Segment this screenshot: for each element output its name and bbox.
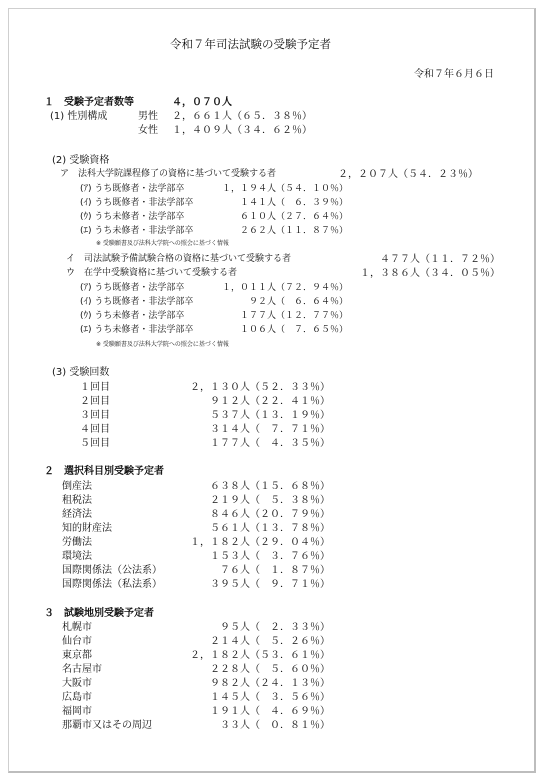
location-row: 広島市: [62, 692, 92, 703]
attempts-row: ２回目: [80, 396, 110, 407]
qualification-u-row: (ｲ) うち既修者・非法学部卒: [80, 297, 194, 307]
qualification-a-value: ２，２０７人（５４．２３％）: [338, 169, 478, 180]
location-row: 仙台市: [62, 636, 92, 647]
male-label: 男性: [138, 111, 158, 122]
qualification-a-row: (ｲ) うち既修者・非法学部卒: [80, 198, 194, 208]
gender-heading: (1) 性別構成: [50, 111, 108, 122]
elective-row: 労働法: [62, 537, 92, 548]
elective-row-value: ８４６人（２０．７９％）: [210, 509, 330, 520]
qualification-a-row-value: ６１０人（２７．６４％）: [239, 212, 348, 222]
section1-total: ４，０７０人: [172, 97, 232, 108]
attempts-row: ５回目: [80, 438, 110, 449]
qualification-i-value: ４７７人（１１．７２％）: [380, 254, 500, 265]
female-label: 女性: [138, 125, 158, 136]
qualification-u-row-value: ９２人（ ６．６４％）: [248, 297, 348, 307]
location-row-value: ３３人（ ０．８１％）: [220, 720, 330, 731]
elective-row: 国際関係法（私法系）: [62, 579, 162, 590]
location-heading: ３ 試験地別受験予定者: [44, 608, 154, 619]
qualification-u-row-value: １０６人（ ７．６５％）: [239, 325, 348, 335]
male-value: ２，６６１人（６５．３８％）: [172, 111, 312, 122]
attempts-row-value: ３１４人（ ７．７１％）: [210, 424, 330, 435]
qualification-u-row-value: １７７人（１２．７７％）: [239, 311, 348, 321]
elective-row: 経済法: [62, 509, 92, 520]
female-value: １，４０９人（３４．６２％）: [172, 125, 312, 136]
location-row: 名古屋市: [62, 664, 102, 675]
qualification-a-note: ※ 受験願書及び法科大学院への照会に基づく情報: [96, 240, 229, 247]
location-row-value: ９８２人（２４．１３％）: [210, 678, 330, 689]
elective-row-value: ７６人（ １．８７％）: [220, 565, 330, 576]
location-row-value: ９５人（ ２．３３％）: [220, 622, 330, 633]
elective-row: 国際関係法（公法系）: [62, 565, 162, 576]
location-row-value: １９１人（ ４．６９％）: [210, 706, 330, 717]
document-date: 令和７年６月６日: [414, 69, 494, 80]
location-row: 大阪市: [62, 678, 92, 689]
location-row-value: ２１４人（ ５．２６％）: [210, 636, 330, 647]
qualification-a-row-value: １４１人（ ６．３９％）: [239, 198, 348, 208]
elective-row: 知的財産法: [62, 523, 112, 534]
location-row: 札幌市: [62, 622, 92, 633]
qualification-heading: (2) 受験資格: [52, 155, 110, 166]
attempts-row: ３回目: [80, 410, 110, 421]
elective-row-value: １，１８２人（２９．０４％）: [190, 537, 330, 548]
attempts-row-value: ９１２人（２２．４１％）: [210, 396, 330, 407]
location-row-value: ２２８人（ ５．６０％）: [210, 664, 330, 675]
elective-row: 租税法: [62, 495, 92, 506]
qualification-u-label: ウ 在学中受験資格に基づいて受験する者: [66, 268, 238, 278]
location-row-value: ２，１８２人（５３．６１％）: [190, 650, 330, 661]
elective-row-value: １５３人（ ３．７６％）: [210, 551, 330, 562]
elective-row-value: ３９５人（ ９．７１％）: [210, 579, 330, 590]
qualification-a-row: (ｴ) うち未修者・非法学部卒: [80, 226, 194, 236]
location-row-value: １４５人（ ３．５６％）: [210, 692, 330, 703]
location-row: 東京都: [62, 650, 92, 661]
attempts-row-value: ２，１３０人（５２．３３％）: [190, 382, 330, 393]
qualification-a-row-value: １，１９４人（５４．１０％）: [221, 184, 348, 194]
attempts-row: ４回目: [80, 424, 110, 435]
attempts-row-value: ５３７人（１３．１９％）: [210, 410, 330, 421]
elective-row-value: ６３８人（１５．６８％）: [210, 481, 330, 492]
attempts-heading: (3) 受験回数: [52, 367, 110, 378]
attempts-row: １回目: [80, 382, 110, 393]
qualification-u-value: １，３８６人（３４．０５％）: [360, 268, 500, 279]
qualification-a-label: ア 法科大学院課程修了の資格に基づいて受験する者: [60, 169, 277, 179]
elective-heading: ２ 選択科目別受験予定者: [44, 466, 164, 477]
elective-row: 倒産法: [62, 481, 92, 492]
document-title: 令和７年司法試験の受験予定者: [170, 37, 331, 51]
elective-row-value: ５６１人（１３．７８％）: [210, 523, 330, 534]
location-row: 那覇市又はその周辺: [62, 720, 152, 731]
qualification-u-row: (ｳ) うち未修者・法学部卒: [80, 311, 185, 321]
qualification-u-row: (ｱ) うち既修者・法学部卒: [80, 283, 185, 293]
qualification-i-label: イ 司法試験予備試験合格の資格に基づいて受験する者: [66, 254, 292, 264]
qualification-u-row: (ｴ) うち未修者・非法学部卒: [80, 325, 194, 335]
location-row: 福岡市: [62, 706, 92, 717]
qualification-u-note: ※ 受験願書及び法科大学院への照会に基づく情報: [96, 341, 229, 348]
qualification-a-row: (ｱ) うち既修者・法学部卒: [80, 184, 185, 194]
qualification-u-row-value: １，０１１人（７２．９４％）: [221, 283, 348, 293]
elective-row-value: ２１９人（ ５．３８％）: [210, 495, 330, 506]
elective-row: 環境法: [62, 551, 92, 562]
qualification-a-row: (ｳ) うち未修者・法学部卒: [80, 212, 185, 222]
attempts-row-value: １７７人（ ４．３５％）: [210, 438, 330, 449]
section1-heading: １ 受験予定者数等: [44, 97, 134, 108]
qualification-a-row-value: ２６２人（１１．８７％）: [239, 226, 348, 236]
